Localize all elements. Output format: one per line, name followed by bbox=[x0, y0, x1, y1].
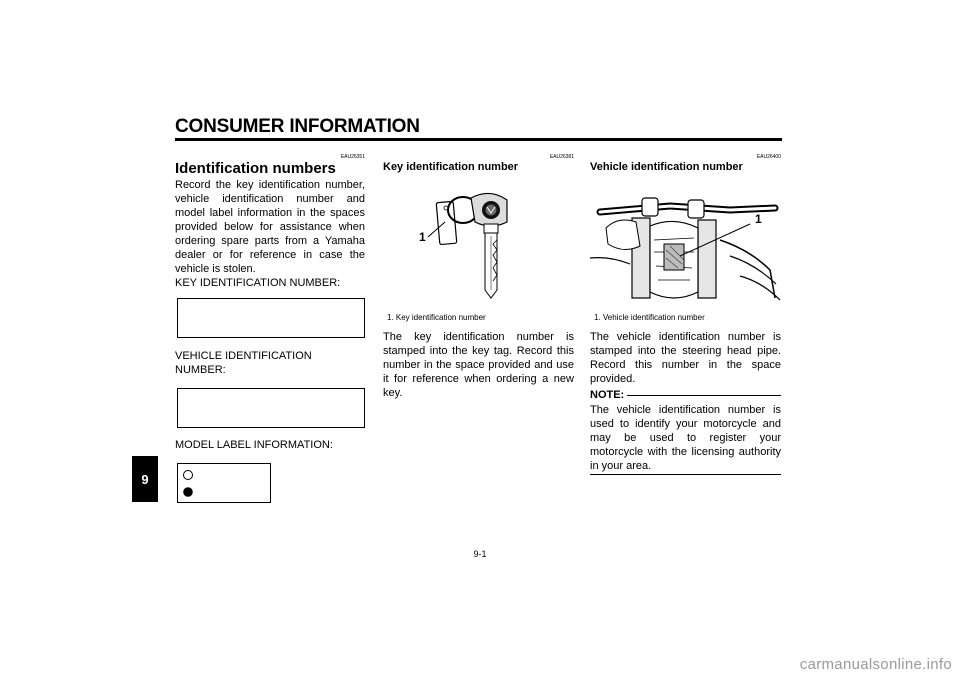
model-label-circles bbox=[178, 464, 272, 504]
intro-paragraph: Record the key identification number, vehicle identification number and model label information in the spaces provided below for assistance when ordering spare parts from a Yamaha dealer or for reference in case the vehicle is stolen. bbox=[175, 179, 365, 275]
key-illustration bbox=[383, 180, 573, 308]
header-rule bbox=[175, 138, 782, 141]
key-figure-caption: 1. Key identification number bbox=[387, 313, 486, 322]
section-title: Identification numbers bbox=[175, 160, 336, 177]
vehicle-id-paragraph: The vehicle identification number is stamped into the steering head pipe. Record this number in the space provided. bbox=[590, 331, 781, 385]
vehicle-id-label-line1: VEHICLE IDENTIFICATION bbox=[175, 350, 312, 362]
steering-head-illustration bbox=[590, 180, 781, 308]
subsection-title: Key identification number bbox=[383, 161, 519, 173]
vehicle-figure-caption: 1. Vehicle identification number bbox=[594, 313, 705, 322]
page-header-title: CONSUMER INFORMATION bbox=[175, 116, 420, 137]
section-code: EAU26381 bbox=[549, 154, 574, 160]
subsection-title: Vehicle identification number bbox=[590, 161, 743, 173]
model-label-label: MODEL LABEL INFORMATION: bbox=[175, 439, 333, 451]
vehicle-id-record-box bbox=[177, 388, 365, 428]
note-label: NOTE: bbox=[590, 389, 625, 401]
note-heading bbox=[590, 389, 781, 401]
watermark: carmanualsonline.info bbox=[799, 656, 952, 673]
chapter-tab: 9 bbox=[132, 456, 158, 502]
note-rule bbox=[627, 395, 781, 396]
vehicle-id-label-line2: NUMBER: bbox=[175, 364, 226, 376]
section-code: EAU26400 bbox=[756, 154, 781, 160]
vehicle-callout-number: 1 bbox=[755, 212, 762, 226]
key-id-paragraph: The key identification number is stamped into the key tag. Record this number in the space provided and use it for reference when ordering a new key. bbox=[383, 331, 574, 399]
key-id-label: KEY IDENTIFICATION NUMBER: bbox=[175, 277, 341, 289]
section-code: EAU26351 bbox=[340, 154, 365, 160]
note-end-rule bbox=[590, 474, 781, 475]
model-label-record-box bbox=[177, 463, 271, 503]
note-text: The vehicle identification number is used to identify your motorcycle and may be used to register your motorcycle with the licensing authority in your area. bbox=[590, 404, 781, 472]
key-id-record-box bbox=[177, 298, 365, 338]
page-number: 9-1 bbox=[473, 549, 487, 559]
key-callout-number: 1 bbox=[419, 230, 426, 244]
